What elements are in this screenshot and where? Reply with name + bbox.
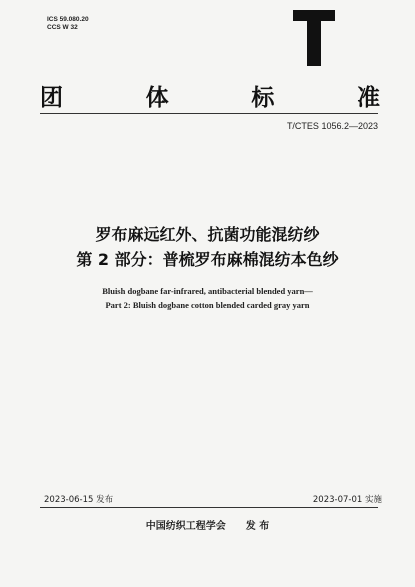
ccs-code: CCS W 32	[47, 24, 78, 31]
top-divider	[40, 113, 378, 114]
standard-number: T/CTES 1056.2—2023	[286, 121, 378, 131]
standard-type-char-4: 准	[356, 84, 380, 111]
issuing-organization: 中国纺织工程学会 发 布	[145, 521, 270, 532]
implementation-date: 2023-07-01 实施	[312, 495, 382, 505]
category-letter-t-logo	[293, 10, 335, 66]
classification-codes	[47, 16, 89, 32]
standard-type-heading	[40, 80, 380, 110]
standard-type-char-3: 标	[251, 84, 275, 111]
standard-type-char-1: 团	[40, 84, 63, 111]
standard-type-char-2: 体	[145, 84, 169, 111]
issue-date: 2023-06-15 发布	[44, 495, 114, 505]
chinese-title-line-2: 第 2 部分：普梳罗布麻棉混纺本色纱	[76, 250, 339, 269]
english-title-line-2: Part 2: Bluish dogbane cotton blended carded gray yarn	[105, 300, 310, 310]
chinese-title-line-1: 罗布麻远红外、抗菌功能混纺纱	[95, 225, 320, 244]
english-title-line-1: Bluish dogbane far-infrared, antibacterial blended yarn—	[102, 286, 313, 296]
bottom-divider	[40, 507, 378, 508]
english-title	[0, 284, 415, 312]
chinese-title	[0, 222, 415, 272]
ics-code: ICS 59.080.20	[47, 16, 89, 23]
